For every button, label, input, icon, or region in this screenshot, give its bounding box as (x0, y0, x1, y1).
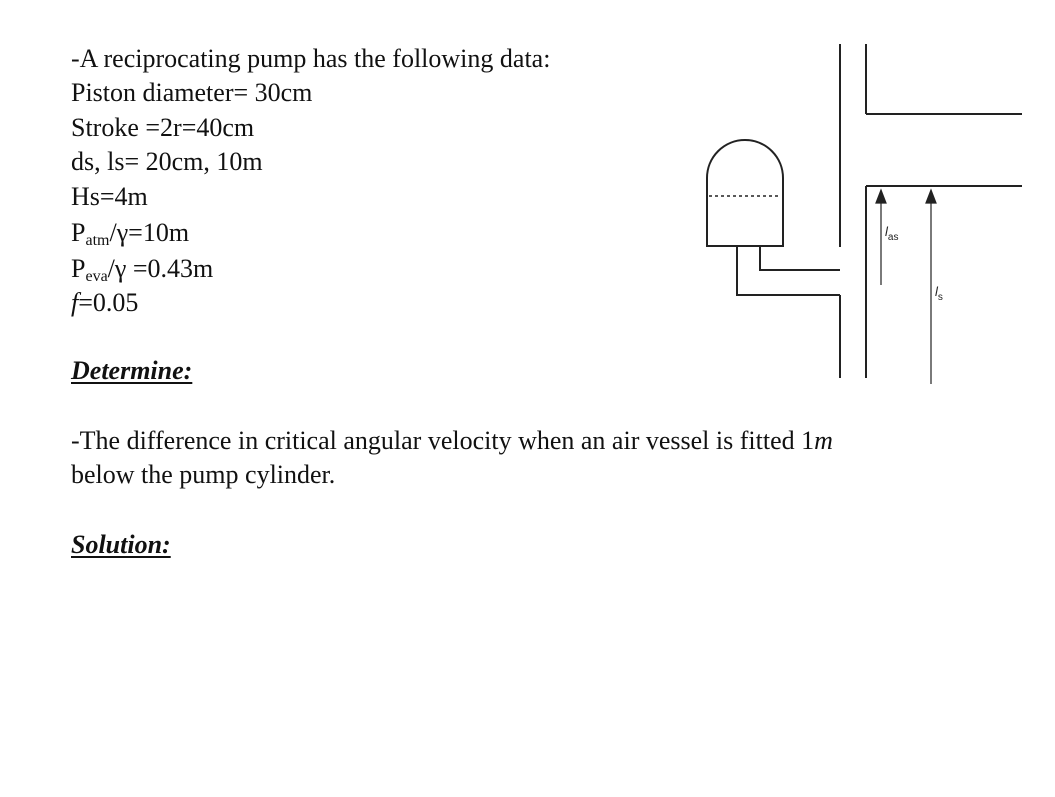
friction-rest: =0.05 (78, 288, 139, 317)
label-las-sub: as (887, 232, 899, 243)
peva-main: P (71, 254, 86, 283)
peva-rest: /γ =0.43m (107, 254, 214, 283)
label-ls-sub: s (937, 292, 943, 303)
label-las (885, 224, 898, 243)
intro-line: -A reciprocating pump has the following data: (71, 44, 551, 73)
determine-text-line2: below the pump cylinder. (71, 460, 336, 489)
ds-ls-line: ds, ls= 20cm, 10m (71, 147, 263, 176)
friction-symbol: f (71, 288, 79, 317)
label-ls (935, 284, 943, 303)
patm-sub: atm (85, 232, 110, 249)
patm-main: P (71, 218, 86, 247)
air-vessel (707, 140, 783, 246)
branch-pipe-upper (760, 246, 840, 270)
dimension-arrows (876, 190, 936, 384)
determine-unit: m (814, 426, 833, 455)
label-las-main: l (885, 224, 888, 239)
patm-rest: /γ=10m (109, 218, 190, 247)
solution-heading: Solution: (71, 530, 171, 559)
pipe-outlines (707, 44, 1022, 378)
hs-line: Hs=4m (71, 182, 148, 211)
las-arrowhead (876, 190, 886, 203)
stroke-line: Stroke =2r=40cm (71, 113, 255, 142)
determine-text-line1-main: -The difference in critical angular velocity when an air vessel is fitted 1 (71, 426, 815, 455)
ls-arrowhead (926, 190, 936, 203)
determine-heading: Determine: (71, 356, 193, 385)
peva-sub: eva (85, 268, 108, 285)
piston-diameter-line: Piston diameter= 30cm (71, 78, 313, 107)
label-ls-main: l (935, 284, 938, 299)
